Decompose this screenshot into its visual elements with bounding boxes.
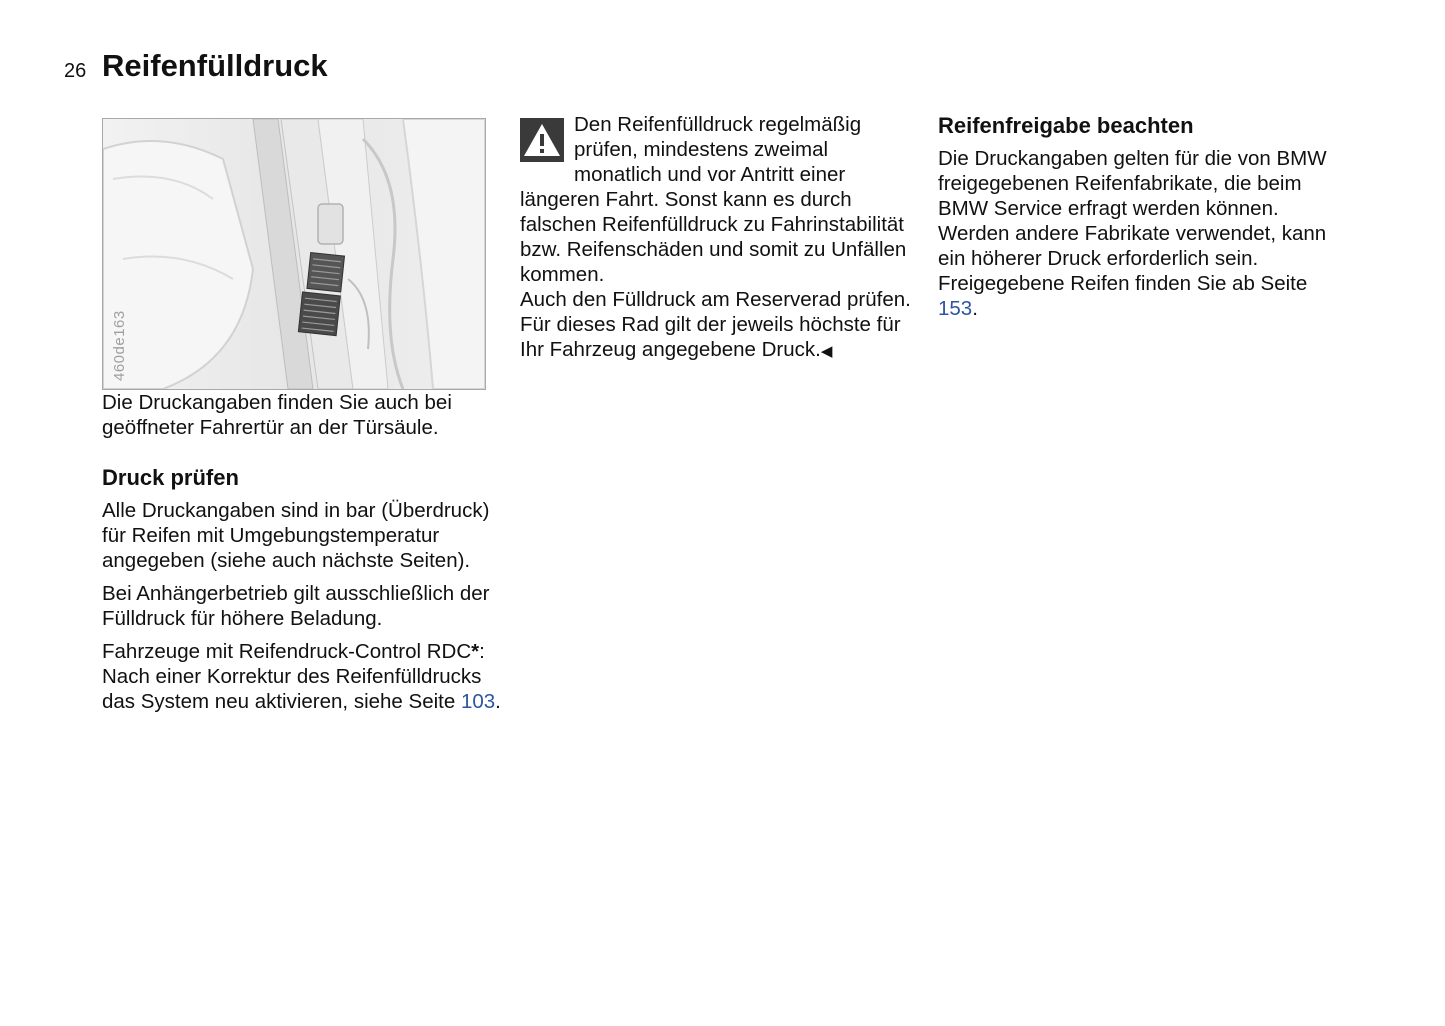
figure-code: 460de163	[111, 310, 128, 381]
rdc-colon: :	[479, 640, 485, 663]
pressure-units-paragraph: Alle Druckangaben sind in bar (Überdruck) für Reifen mit Umgebungstemperatur angegeben (siehe auch nächste Seiten).	[102, 499, 490, 572]
door-pillar-illustration	[103, 119, 485, 389]
reifenfreigabe-heading: Reifenfreigabe beachten	[938, 113, 1194, 138]
rdc-instruction: Nach einer Korrektur des Reifenfülldrucks das System neu aktivieren, siehe Seite	[102, 665, 482, 713]
rdc-period: .	[495, 690, 501, 713]
rdc-line: Fahrzeuge mit Reifendruck-Control RDC	[102, 640, 472, 663]
page-title: Reifenfülldruck	[102, 48, 328, 83]
page-number: 26	[64, 60, 87, 82]
tire-approval-text: Die Druckangaben gelten für die von BMW freigegebenen Reifenfabrikate, die beim BMW Service erfragt werden können. Werden andere Fabrikate verwendet, kann ein höherer Druck erforderlich sein. Freigegebene Reifen finden Sie ab Seite	[938, 147, 1327, 295]
tire-approval-period: .	[972, 297, 978, 320]
warning-text: Den Reifenfülldruck regelmäßig prüfen, mindestens zweimal monatlich und vor Antritt einer längeren Fahrt. Sonst kann es durch falschen Reifenfülldruck zu Fahrinstabilität bzw. Reifenschäden und somit zu Unfällen kommen.	[520, 113, 907, 286]
warning-paragraph	[520, 112, 920, 287]
tire-approval-paragraph	[938, 146, 1348, 321]
end-of-section-icon: ◀	[820, 343, 833, 360]
rdc-paragraph	[102, 639, 502, 714]
page-link-153[interactable]: 153	[938, 297, 973, 320]
column-left	[102, 112, 502, 714]
spare-wheel-paragraph	[520, 287, 920, 364]
spare-wheel-text: Auch den Fülldruck am Reserverad prüfen. Für dieses Rad gilt der jeweils höchste für Ihr Fahrzeug angegebene Druck.	[520, 288, 911, 361]
door-pillar-figure	[102, 118, 486, 390]
warning-triangle-icon	[520, 118, 564, 162]
column-right	[938, 112, 1348, 321]
trailer-paragraph: Bei Anhängerbetrieb gilt ausschließlich der Fülldruck für höhere Beladung.	[102, 582, 490, 630]
page-link-103[interactable]: 103	[460, 690, 496, 713]
druck-pruefen-heading: Druck prüfen	[102, 465, 239, 490]
intro-paragraph: Die Druckangaben finden Sie auch bei geöffneter Fahrertür an der Türsäule.	[102, 391, 452, 439]
optional-equipment-star: *	[471, 640, 480, 663]
column-middle	[520, 112, 920, 364]
